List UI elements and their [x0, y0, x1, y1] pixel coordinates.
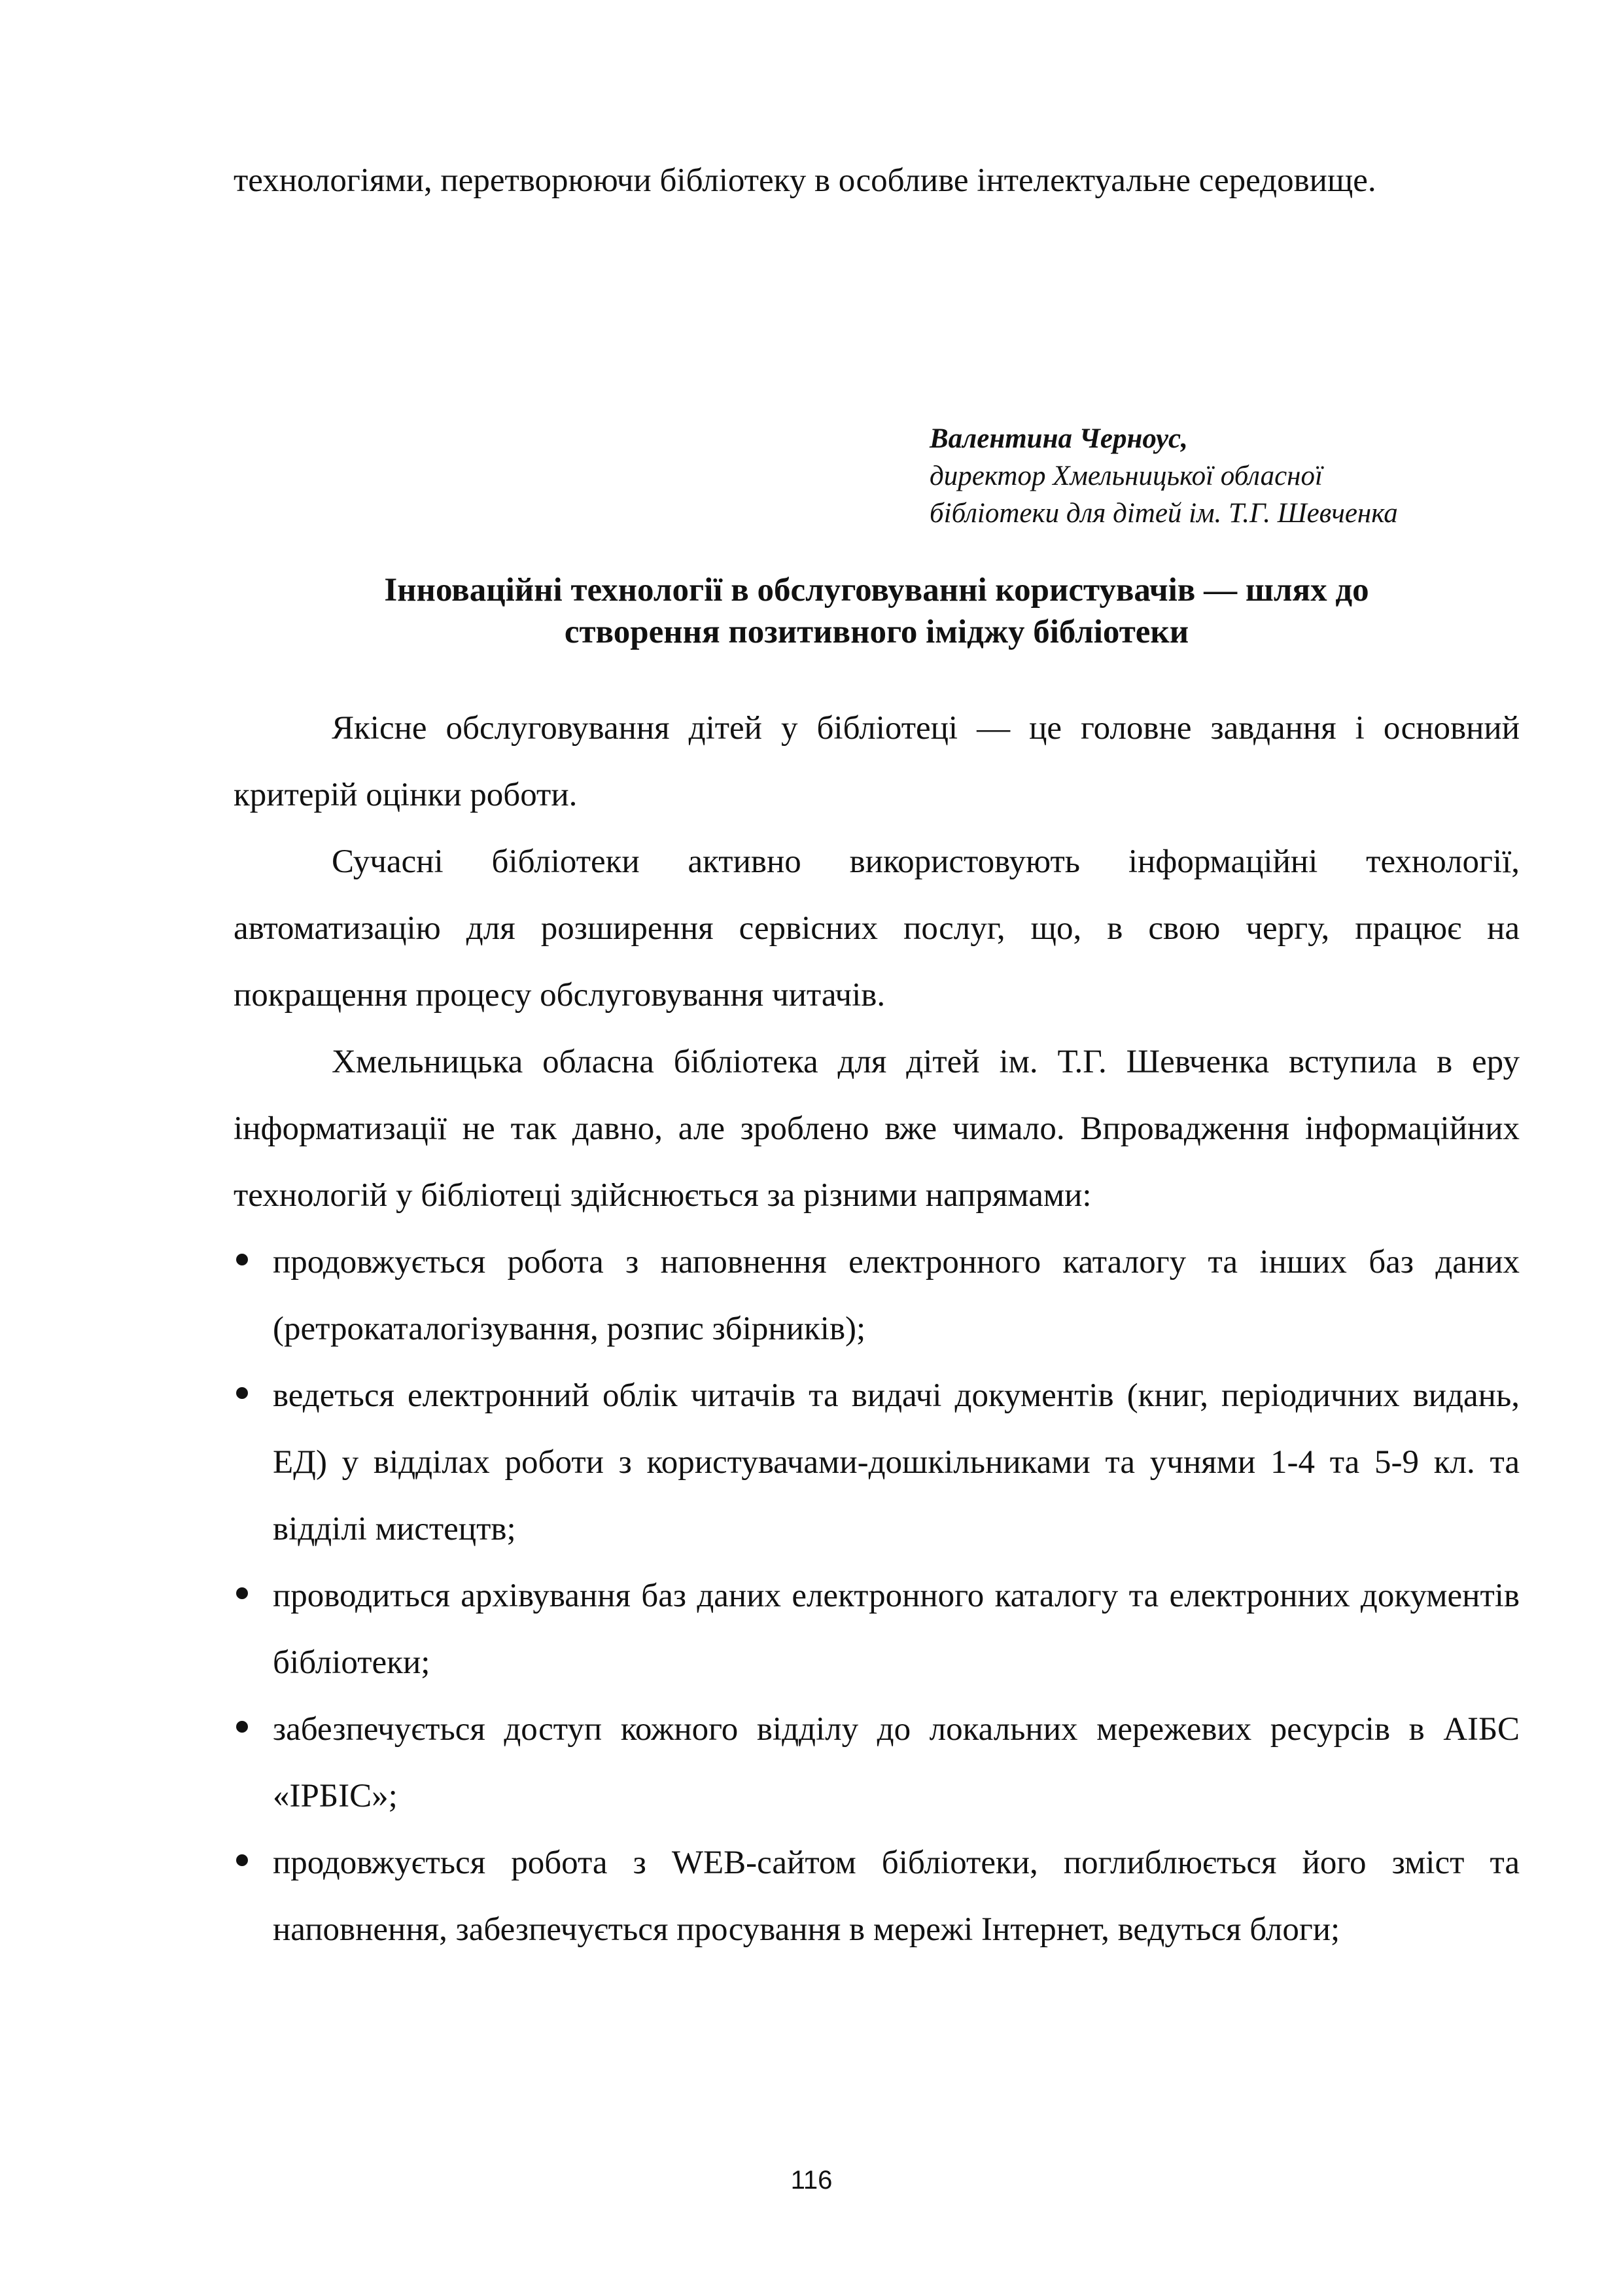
author-name: Валентина Черноус,	[930, 423, 1188, 454]
author-position-line-1: директор Хмельницької обласної	[930, 461, 1323, 491]
body-paragraph-1: Якісне обслуговування дітей у бібліотеці — це головне завдання і основний критерій оцінки роботи.	[234, 710, 1520, 813]
body-paragraph-3: Хмельницька обласна бібліотека для дітей ім. Т.Г. Шевченка вступила в еру інформатизації не так давно, але зроблено вже чимало. Впровадження інформаційних технологій у бібліотеці здійснюється за різними напрямами:	[234, 1044, 1520, 1214]
bullet-list	[234, 1229, 1520, 1963]
page-number: 116	[790, 2166, 833, 2195]
bullet-item-3	[234, 1563, 1520, 1696]
article-title	[234, 569, 1520, 653]
bullet-item-4	[234, 1696, 1520, 1829]
bullet-icon	[236, 1587, 248, 1599]
bullet-icon	[236, 1854, 248, 1866]
bullet-icon	[236, 1254, 248, 1265]
bullet-item-3-text: проводиться архівування баз даних електронного каталогу та електронних документів бібліотеки;	[273, 1578, 1520, 1681]
bullet-item-2-text: ведеться електронний облік читачів та видачі документів (книг, періодичних видань, ЕД) у відділах роботи з користувачами-дошкільниками та учнями 1-4 та 5-9 кл. та відділі мистецтв;	[273, 1377, 1520, 1547]
author-position-line-2: бібліотеки для дітей ім. Т.Г. Шевченка	[930, 498, 1398, 529]
bullet-icon	[236, 1387, 248, 1399]
bullet-item-1	[234, 1229, 1520, 1362]
author-signature	[930, 420, 1398, 532]
bullet-item-5	[234, 1829, 1520, 1963]
intro-paragraph: технологіями, перетворюючи бібліотеку в особливе інтелектуальне середовище.	[234, 162, 1376, 199]
bullet-item-1-text: продовжується робота з наповнення електронного каталогу та інших баз даних (ретрокаталогізування, розпис збірників);	[273, 1244, 1520, 1347]
bullet-item-5-text: продовжується робота з WEB-сайтом бібліотеки, поглиблюється його зміст та наповнення, забезпечується просування в мережі Інтернет, ведуться блоги;	[273, 1845, 1520, 1948]
bullet-item-4-text: забезпечується доступ кожного відділу до локальних мережевих ресурсів в АІБС «ІРБІС»;	[273, 1711, 1520, 1814]
article-body	[234, 695, 1520, 1963]
body-paragraph-2: Сучасні бібліотеки активно використовують інформаційні технології, автоматизацію для розширення сервісних послуг, що, в свою чергу, працює на покращення процесу обслуговування читачів.	[234, 843, 1520, 1014]
bullet-icon	[236, 1721, 248, 1733]
article-title-line-1: Інноваційні технології в обслуговуванні користувачів — шлях до	[384, 572, 1369, 609]
article-title-line-2: створення позитивного іміджу бібліотеки	[564, 614, 1189, 650]
bullet-item-2	[234, 1362, 1520, 1563]
